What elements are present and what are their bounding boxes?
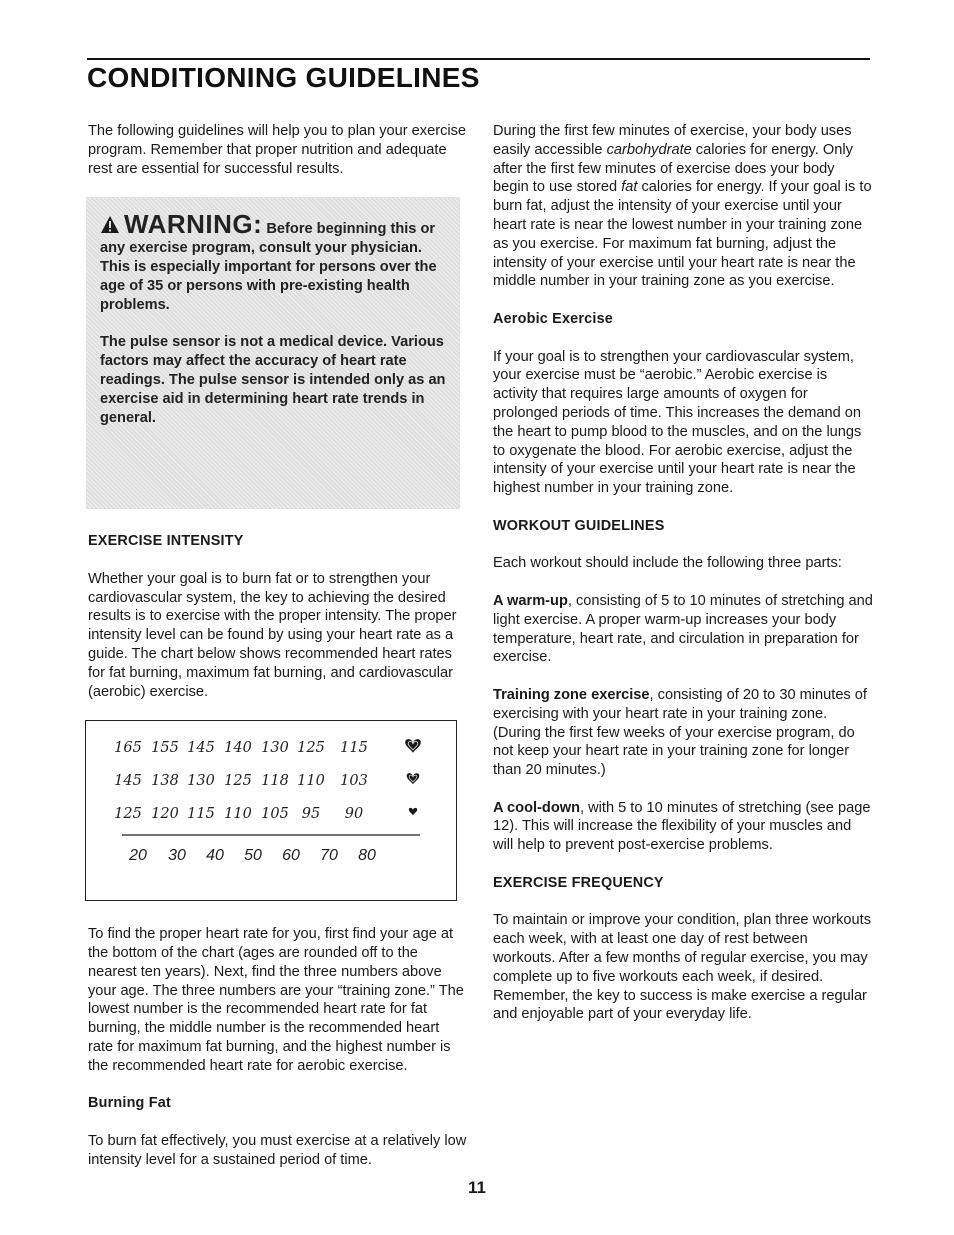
- heart-small-icon: [409, 808, 417, 815]
- fat-energy-paragraph: [493, 122, 873, 291]
- page-title: CONDITIONING GUIDELINES: [87, 62, 480, 93]
- heart-rate-cell: 115: [187, 806, 215, 823]
- warm-up-paragraph: [493, 592, 873, 667]
- age-label: 30: [168, 847, 186, 865]
- training-zone-text: , consisting of 20 to 30 minutes of exercising with your heart rate in your training zone. (During the first few weeks of your exercise program, do not keep your heart rate in your training zone for longer than 20 minutes.): [493, 686, 867, 779]
- heart-rate-cell: 103: [340, 773, 368, 790]
- header-rule: [87, 58, 870, 60]
- find-rate-paragraph: To find the proper heart rate for you, first find your age at the bottom of the chart (ages are rounded off to the nearest ten years). Next, find the three numbers above your age. The three numbers are your “training zone.” The lowest number is the recommended heart rate for fat burning, the middle number is the recommended heart rate for maximum fat burning, and the highest number is the recommended heart rate for aerobic exercise.: [88, 926, 464, 1074]
- heart-rate-cell: 145: [187, 740, 215, 757]
- warning-box: [86, 197, 460, 509]
- age-label: 80: [358, 847, 376, 865]
- exercise-frequency-paragraph: To maintain or improve your condition, plan three workouts each week, with at least one day of rest between workouts. After a few months of regular exercise, you may complete up to five workouts each week, if desired. Remember, the key to success is make exercise a regular and enjoyable part of your everyday life.: [493, 912, 872, 1023]
- heart-rate-cell: 165: [114, 740, 142, 757]
- cool-down-label: A cool-down: [493, 799, 581, 816]
- heart-medium-icon: [407, 773, 420, 784]
- heart-rate-cell: 105: [261, 806, 289, 823]
- age-label: 20: [129, 847, 147, 865]
- workout-guidelines-heading: WORKOUT GUIDELINES: [493, 517, 665, 534]
- heart-rate-cell: 125: [297, 740, 325, 757]
- burning-fat-heading: Burning Fat: [88, 1095, 171, 1112]
- heart-rate-cell: 155: [151, 740, 179, 757]
- fat-energy-text-c: calories for energy. Only after the first few minutes of exercise does your body begin to use stored: [493, 141, 853, 196]
- heart-rate-cell: 145: [114, 773, 142, 790]
- heart-rate-cell: 110: [297, 773, 325, 790]
- warning-paragraph-2: The pulse sensor is not a medical device. Various factors may affect the accuracy of heart rate readings. The pulse sensor is intended only as an exercise aid in determining heart rate trends in general.: [100, 334, 446, 427]
- left-column: [88, 122, 468, 1188]
- heart-rate-cell: 120: [151, 806, 179, 823]
- heart-rate-cell: 115: [340, 740, 368, 757]
- fat-energy-text-e: calories for energy. If your goal is to burn fat, adjust the intensity of your exercise until your heart rate is near the lowest number in your training zone as you exercise. For maximum fat burning, adjust the intensity of your exercise until your heart rate is near the middle number in your training zone as you exercise.: [493, 179, 872, 290]
- warning-word: WARNING:: [124, 209, 263, 240]
- aerobic-exercise-paragraph: If your goal is to strengthen your cardiovascular system, your exercise must be “aerobic.” Aerobic exercise is activity that requires large amounts of oxygen for prolonged periods of time. This increases the demand on the heart to pump blood to the muscles, and on the lungs to oxygenate the blood. For aerobic exercise, adjust the intensity of your exercise until your heart rate is near the highest number in your training zone.: [493, 348, 862, 497]
- fat-energy-carbohydrate: carbohydrate: [606, 141, 692, 158]
- cool-down-paragraph: [493, 799, 873, 855]
- age-label: 50: [244, 847, 262, 865]
- exercise-frequency-heading: EXERCISE FREQUENCY: [493, 874, 664, 891]
- warning-lead: Before beginning: [266, 221, 387, 238]
- heart-rate-cell: 118: [261, 773, 289, 790]
- fat-energy-fat: fat: [621, 179, 638, 196]
- heart-rate-chart-svg: [86, 721, 455, 899]
- heart-rate-cell: 138: [151, 773, 179, 790]
- heart-rate-cell: 140: [224, 740, 252, 757]
- warning-text-1: this or any exercise program, consult your physician. This is especially important for persons over the age of 35 or persons with pre-existing health problems.: [100, 221, 437, 314]
- right-column: [493, 122, 873, 1043]
- warm-up-text: , consisting of 5 to 10 minutes of stretching and light exercise. A proper warm-up increases your body temperature, heart rate, and circulation in preparation for exercise.: [493, 592, 873, 666]
- age-label: 60: [282, 847, 300, 865]
- heart-large-icon: [405, 739, 421, 753]
- heart-rate-cell: 130: [187, 773, 215, 790]
- heart-rate-cell: 125: [114, 806, 142, 823]
- page-number: 11: [468, 1178, 486, 1197]
- heart-rate-cell: 130: [261, 740, 289, 757]
- cool-down-text: , with 5 to 10 minutes of stretching (see page 12). This will increase the flexibility of your muscles and will help to prevent post-exercise problems.: [493, 799, 871, 854]
- warning-triangle-icon: [100, 215, 120, 234]
- warm-up-label: A warm-up: [493, 592, 568, 609]
- heart-rate-cell: 110: [224, 806, 252, 823]
- training-zone-label: Training zone exercise: [493, 686, 650, 703]
- exercise-intensity-paragraph: Whether your goal is to burn fat or to strengthen your cardiovascular system, the key to achieving the desired results is to exercise with the proper intensity. The proper intensity level can be found by using your heart rate as a guide. The chart below shows recommended heart rates for fat burning, maximum fat burning, and cardiovascular (aerobic) exercise.: [88, 570, 457, 700]
- heart-rate-chart: [85, 720, 457, 901]
- heart-rate-cell: 125: [224, 773, 252, 790]
- aerobic-exercise-heading: Aerobic Exercise: [493, 310, 613, 327]
- heart-rate-cell: 95: [301, 806, 321, 823]
- heart-rate-cell: 90: [344, 806, 364, 823]
- age-label: 70: [320, 847, 338, 865]
- training-zone-paragraph: [493, 686, 873, 780]
- burning-fat-paragraph: To burn fat effectively, you must exercise at a relatively low intensity level for a sustained period of time.: [88, 1132, 467, 1168]
- fat-energy-text-a: During the first few minutes of exercise, your body uses easily accessible: [493, 123, 852, 158]
- age-label: 40: [206, 847, 224, 865]
- exercise-intensity-heading: EXERCISE INTENSITY: [88, 533, 244, 550]
- warning-paragraph-1: [100, 209, 446, 315]
- intro-paragraph: The following guidelines will help you to plan your exercise program. Remember that proper nutrition and adequate rest are essential for successful results.: [88, 123, 467, 177]
- workout-intro-paragraph: Each workout should include the following three parts:: [493, 555, 842, 572]
